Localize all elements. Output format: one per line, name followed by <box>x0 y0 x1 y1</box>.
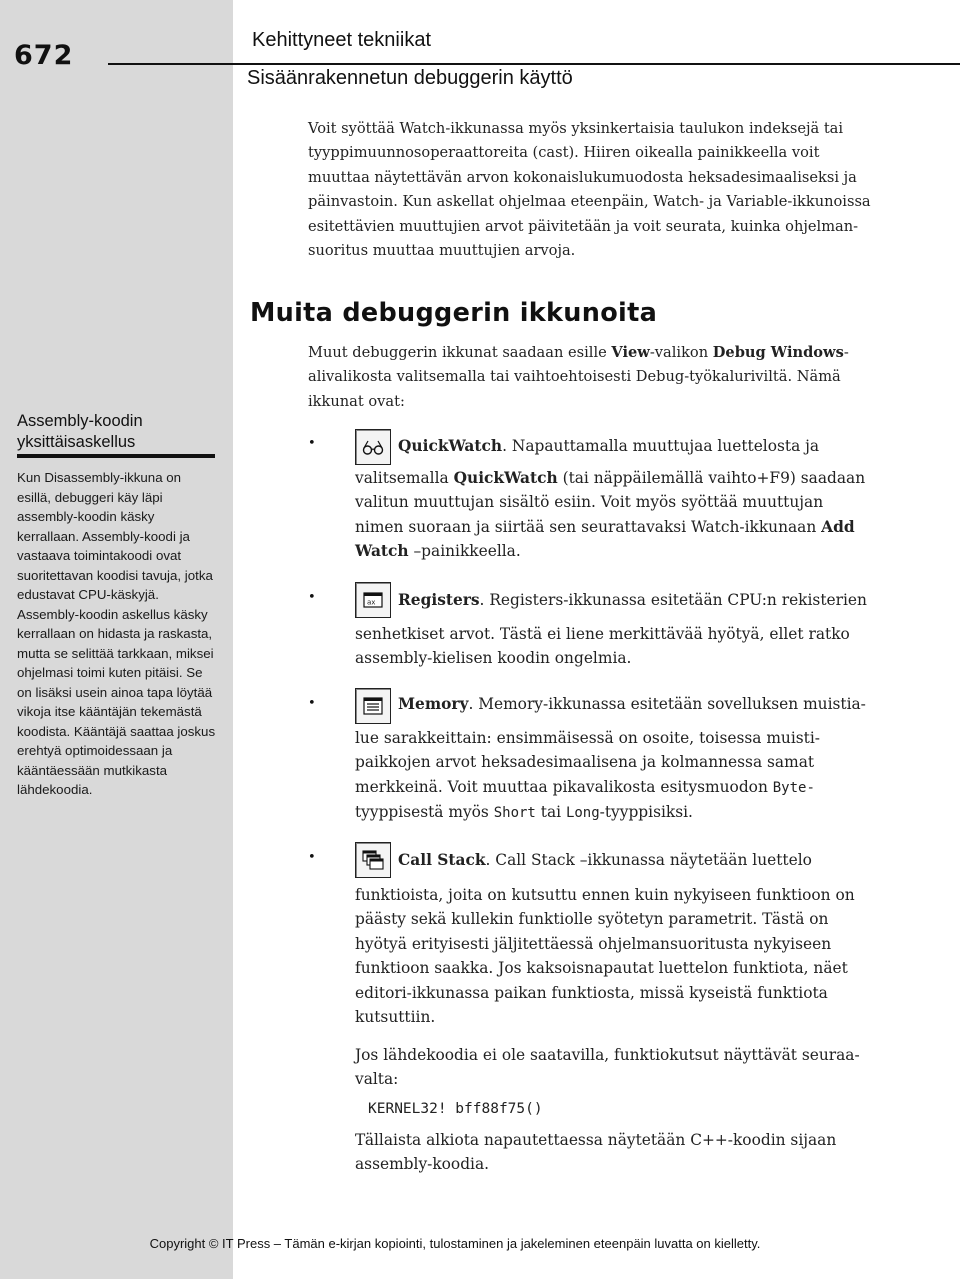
registers-window-icon <box>355 582 391 618</box>
item-name: Call Stack <box>398 851 486 869</box>
item-body-paragraph: Tällaista alkiota napautettaessa näytetään C++-koodin sijaan assembly-koodia. <box>355 1131 837 1174</box>
copyright-footer: Copyright © IT Press – Tämän e-kirjan kopiointi, tulostaminen ja jakeleminen eteenpäin luvatta on kielletty. <box>149 1236 761 1251</box>
section-title: Sisäänrakennetun debuggerin käyttö <box>247 67 573 89</box>
item-body: valitsemalla QuickWatch (tai näppäilemällä vaihto+F9) saadaan valitun muuttujan sisältö esiin. Voit myös syöttää muuttujan nimen suoraan ja siirtää sen seurattavaksi Watch-ikkunaan Add Watch –painikkeella. <box>355 469 866 561</box>
text-line: päinvastoin. Kun askellat ohjelmaa eteenpäin, Watch- ja Variable-ikkunoissa <box>308 193 871 211</box>
section-heading: Muita debuggerin ikkunoita <box>250 298 658 328</box>
view-menu-name: View <box>611 344 650 361</box>
text-line: Voit syöttää Watch-ikkunassa myös yksinkertaisia taulukon indeksejä tai <box>308 120 844 137</box>
code-sample: KERNEL32! bff88f75() <box>368 1101 543 1117</box>
item-name: Registers <box>398 591 480 609</box>
header-rule <box>108 63 960 65</box>
lead-paragraph <box>308 341 908 414</box>
glasses-icon <box>355 429 391 465</box>
item-body: funktioista, joita on kutsuttu ennen kuin nykyiseen funktioon on päästy sekä kullekin funktiolle syötetyn parametrit. Tästä on hyötyä erityisesti jäljitettäessä ohjelmansuoritusta nykyiseen funktioon saakka. Jos kaksoisnapautat luettelon funktiota, näet editori-ikkunassa paikan funktiosta, missä kyseistä funktiota kutsuttiin. <box>355 886 855 1027</box>
memory-window-icon <box>355 688 391 724</box>
sidebar-title: Assembly-koodin yksittäisaskellus <box>17 412 143 451</box>
intro-paragraph <box>308 117 908 263</box>
item-first-line: QuickWatch. Napauttamalla muuttujaa luettelosta ja <box>398 437 820 455</box>
item-name: QuickWatch <box>398 437 503 455</box>
item-body-paragraph: Jos lähdekoodia ei ole saatavilla, funktiokutsut näyttävät seuraa- valta: <box>355 1046 860 1089</box>
item-first-line: Call Stack. Call Stack –ikkunassa näytetään luettelo <box>398 851 812 869</box>
bullet: • <box>308 696 316 711</box>
page-number: 672 <box>14 40 74 71</box>
item-first-line: Registers. Registers-ikkunassa esitetään CPU:n rekisterien <box>398 591 867 609</box>
text-line: ikkunat ovat: <box>308 392 405 410</box>
text-line: tyyppimuunnosoperaattoreita (cast). Hiiren oikealla painikkeella voit <box>308 144 820 162</box>
debug-windows-menu-name: Debug Windows <box>712 344 844 361</box>
sidebar-rule <box>17 454 215 458</box>
item-body: senhetkiset arvot. Tästä ei liene merkittävää hyötyä, ellet ratko assembly-kielisen koodin ongelmia. <box>355 625 850 668</box>
text-line: alivalikosta valitsemalla tai vaihtoehtoisesti Debug-työkaluriviltä. Nämä <box>308 368 841 386</box>
text-line: esitettävien muuttujien arvot päivitetään ja voit seurata, kuinka ohjelman- <box>308 217 859 235</box>
call-stack-icon <box>355 842 391 878</box>
item-first-line: Memory. Memory-ikkunassa esitetään sovelluksen muistia- <box>398 695 866 713</box>
sidebar-body: Kun Disassembly-ikkuna on esillä, debuggeri käy läpi assembly-koodin käsky kerrallaan. Assembly-koodi ja vastaava toimintakoodi ovat suoritettavan koodisi tavuja, jotka edustavat CPU-käskyjä. Assembly-koodin askellus käsky kerrallaan on hidasta ja raskasta, mutta se selittää tarkkaan, miksei ohjelmasi toimi kuten pitäisi. Se on lisäksi usein ainoa tapa löytää vikoja itse kääntäjän tekemästä koodista. Kääntäjä saattaa joskus erehtyä optimoidessaan ja kääntäessään mutkikasta lähdekoodia. <box>17 470 216 797</box>
bullet: • <box>308 436 316 451</box>
bullet: • <box>308 850 316 865</box>
item-name: Memory <box>398 695 469 713</box>
text-line: suoritus muuttaa muuttujien arvoja. <box>308 242 576 260</box>
chapter-title: Kehittyneet tekniikat <box>252 29 431 51</box>
text-line: muuttaa näytettävän arvon kokonaislukumuodosta heksadesimaaliseksi ja <box>308 168 857 186</box>
svg-text:ax: ax <box>367 598 376 607</box>
text-line: Muut debuggerin ikkunat saadaan esille View-valikon Debug Windows- <box>308 344 849 361</box>
item-body: lue sarakkeittain: ensimmäisessä on osoite, toisessa muisti- paikkojen arvot heksadesimaalisena ja kolmannessa samat merkkeinä. Voit muuttaa pikavalikosta esitysmuodon Byte- tyyppisestä myös Short tai Long-tyyppisiksi. <box>355 729 820 822</box>
bullet: • <box>308 590 316 605</box>
